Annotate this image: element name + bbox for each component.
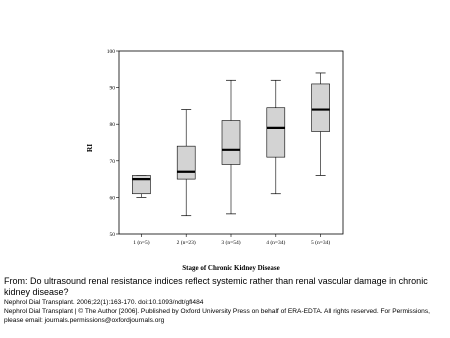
iqr-box [267,108,285,157]
y-axis-label: RI [85,143,94,153]
x-tick-label: 3 (n=54) [221,240,241,246]
y-tick-label: 100 [106,49,115,55]
caption-copyright: Nephrol Dial Transplant | © The Author [2006]. Published by Oxford University Press on behalf of ERA-EDTA. All rights reserved. For Permissions, please email: journals.permissions@oxfordjournals.org [4,308,430,325]
x-tick-label: 5 (n=34) [311,240,331,246]
iqr-box [312,84,330,132]
iqr-box [222,121,240,165]
x-axis-label: Stage of Chronic Kidney Disease [182,264,280,272]
x-tick-label: 1 (n=5) [133,240,150,246]
x-axis-ticks [133,234,330,246]
iqr-box [177,146,195,179]
caption-title: From: Do ultrasound renal resistance indices reflect systemic rather than renal vascular damage in chronic kidney disease? [4,276,428,297]
caption [4,276,446,326]
y-tick-label: 80 [109,122,115,129]
y-axis-ticks [107,49,119,238]
y-tick-label: 70 [109,158,115,165]
x-tick-label: 2 (n=23) [176,240,196,246]
y-tick-label: 60 [109,195,115,202]
y-tick-label: 90 [109,85,115,92]
x-tick-label: 4 (n=34) [266,240,286,246]
caption-citation: Nephrol Dial Transplant. 2006;22(1):163-170. doi:10.1093/ndt/gfl484 [4,299,204,306]
y-tick-label: 50 [109,232,115,238]
